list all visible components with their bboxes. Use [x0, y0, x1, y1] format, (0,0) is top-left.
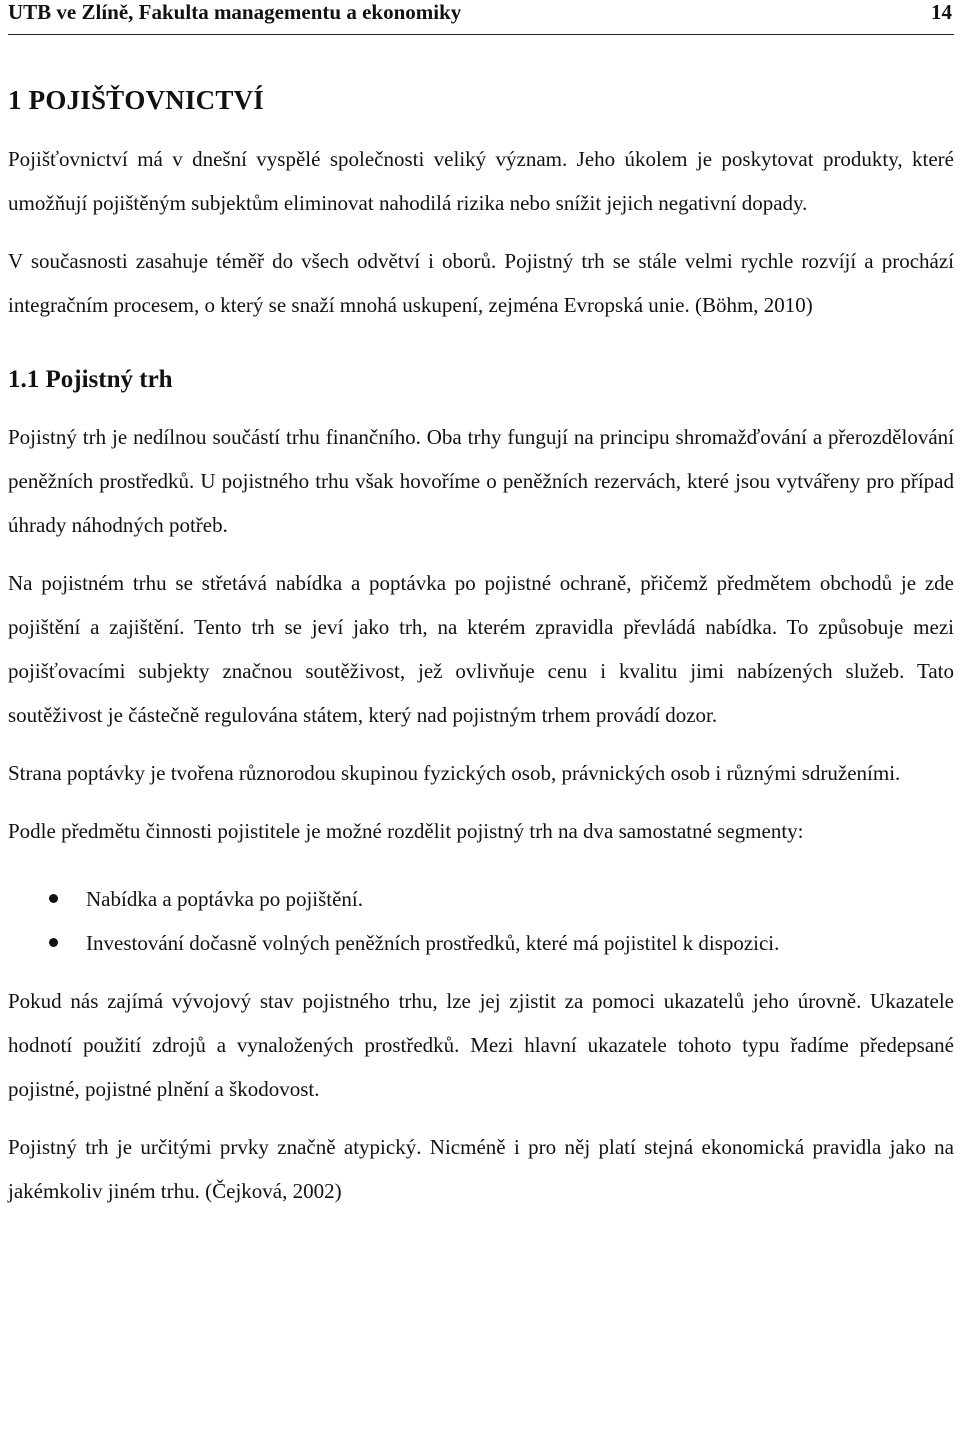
paragraph: Podle předmětu činnosti pojistitele je možné rozdělit pojistný trh na dva samostatné segmenty:	[8, 819, 804, 843]
paragraph: Pojišťovnictví má v dnešní vyspělé společnosti veliký význam. Jeho úkolem je poskytovat produkty, které umožňují pojištěným subjektům eliminovat nahodilá rizika nebo snížit jejich negativní dopady.	[8, 147, 954, 215]
paragraph: V současnosti zasahuje téměř do všech odvětví i oborů. Pojistný trh se stále velmi rychle rozvíjí a prochází integračním procesem, o který se snaží mnohá uskupení, zejména Evropská unie. (Böhm, 2010)	[8, 249, 954, 317]
section-title: 1.1 Pojistný trh	[8, 366, 173, 393]
list-item-text: Nabídka a poptávka po pojištění.	[86, 887, 364, 911]
bullet-list	[8, 877, 954, 965]
bullet-icon	[49, 938, 58, 947]
document-page	[8, 0, 954, 1213]
list-item	[8, 877, 954, 921]
chapter-title: 1 POJIŠŤOVNICTVÍ	[8, 85, 264, 115]
list-item	[8, 921, 954, 965]
paragraph: Pojistný trh je nedílnou součástí trhu finančního. Oba trhy fungují na principu shromažďování a přerozdělování peněžních prostředků. U pojistného trhu však hovoříme o peněžních rezervách, které jsou vytvářeny pro případ úhrady náhodných potřeb.	[8, 425, 954, 537]
page-header	[8, 0, 954, 35]
paragraph: Pojistný trh je určitými prvky značně atypický. Nicméně i pro něj platí stejná ekonomická pravidla jako na jakémkoliv jiném trhu. (Čejková, 2002)	[8, 1135, 954, 1203]
paragraph: Pokud nás zajímá vývojový stav pojistného trhu, lze jej zjistit za pomoci ukazatelů jeho úrovně. Ukazatele hodnotí použití zdrojů a vynaložených prostředků. Mezi hlavní ukazatele tohoto typu řadíme předepsané pojistné, pojistné plnění a škodovost.	[8, 989, 954, 1101]
paragraph: Na pojistném trhu se střetává nabídka a poptávka po pojistné ochraně, přičemž předmětem obchodů je zde pojištění a zajištění. Tento trh se jeví jako trh, na kterém zpravidla převládá nabídka. To způsobuje mezi pojišťovacími subjekty značnou soutěživost, jež ovlivňuje cenu i kvalitu jimi nabízených služeb. Tato soutěživost je částečně regulována státem, který nad pojistným trhem provádí dozor.	[8, 571, 954, 727]
list-item-text: Investování dočasně volných peněžních prostředků, které má pojistitel k dispozici.	[86, 931, 780, 955]
header-title: UTB ve Zlíně, Fakulta managementu a ekonomiky	[8, 0, 462, 24]
paragraph: Strana poptávky je tvořena různorodou skupinou fyzických osob, právnických osob i různými sdruženími.	[8, 761, 901, 785]
page-number: 14	[931, 0, 952, 24]
bullet-icon	[49, 894, 58, 903]
